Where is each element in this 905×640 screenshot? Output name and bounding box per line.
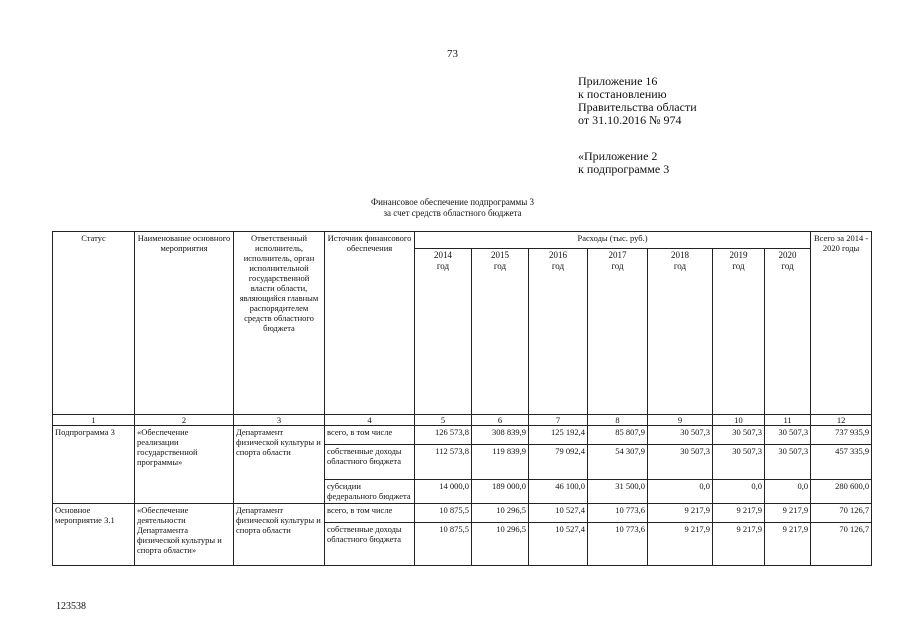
cell-value: 30 507,3 <box>713 445 765 480</box>
cell-value: 126 573,8 <box>415 426 472 445</box>
cell-value: 0,0 <box>713 480 765 504</box>
header-executor: Ответственный исполнитель, исполнитель, орган исполнительной государственной власти области, являющийся главным распорядителем средств областного бюджета <box>234 232 325 415</box>
cell-value: 9 217,9 <box>765 523 811 566</box>
cell-value: 0,0 <box>765 480 811 504</box>
header-year <box>415 249 472 415</box>
cell-value: 46 100,0 <box>529 480 588 504</box>
cell-value: 189 000,0 <box>472 480 529 504</box>
row-source: всего, в том числе <box>325 504 415 523</box>
cell-value: 112 573,8 <box>415 445 472 480</box>
year-unit: год <box>493 261 507 271</box>
column-number: 10 <box>713 415 765 426</box>
column-number: 2 <box>135 415 234 426</box>
year-unit: год <box>673 261 687 271</box>
cell-value: 9 217,9 <box>765 504 811 523</box>
row-executor: Департамент физической культуры и спорта области <box>234 426 325 504</box>
column-numbers-row <box>53 415 872 426</box>
page-number: 73 <box>447 48 458 60</box>
cell-value: 79 092,4 <box>529 445 588 480</box>
row-executor: Департамент физической культуры и спорта области <box>234 504 325 566</box>
year-value: 2017 <box>608 250 627 260</box>
row-source: собственные доходы областного бюджета <box>325 445 415 480</box>
row-source: собственные доходы областного бюджета <box>325 523 415 566</box>
cell-value: 70 126,7 <box>811 504 872 523</box>
cell-value: 30 507,3 <box>648 445 713 480</box>
cell-value: 10 773,6 <box>588 504 648 523</box>
year-value: 2015 <box>491 250 509 260</box>
cell-value: 9 217,9 <box>713 504 765 523</box>
cell-value: 30 507,3 <box>765 426 811 445</box>
header-status: Статус <box>53 232 135 415</box>
cell-value: 10 527,4 <box>529 504 588 523</box>
cell-value: 10 773,6 <box>588 523 648 566</box>
footer-code: 123538 <box>56 601 86 612</box>
year-value: 2019 <box>729 250 748 260</box>
cell-value: 14 000,0 <box>415 480 472 504</box>
year-unit: год <box>611 261 624 271</box>
header-year <box>529 249 588 415</box>
column-number: 6 <box>472 415 529 426</box>
cell-value: 10 296,5 <box>472 504 529 523</box>
header-year <box>713 249 765 415</box>
column-number: 8 <box>588 415 648 426</box>
column-number: 12 <box>811 415 872 426</box>
row-status: Основное мероприятие 3.1 <box>53 504 135 566</box>
cell-value: 31 500,0 <box>588 480 648 504</box>
column-number: 11 <box>765 415 811 426</box>
year-value: 2018 <box>671 250 689 260</box>
cell-value: 308 839,9 <box>472 426 529 445</box>
cell-value: 280 600,0 <box>811 480 872 504</box>
year-unit: год <box>732 261 745 271</box>
cell-value: 70 126,7 <box>811 523 872 566</box>
header-year <box>472 249 529 415</box>
appendix-header <box>578 75 697 127</box>
year-unit: год <box>551 261 565 271</box>
appendix-line: к постановлению <box>578 87 667 101</box>
cell-value: 125 192,4 <box>529 426 588 445</box>
cell-value: 10 527,4 <box>529 523 588 566</box>
cell-value: 9 217,9 <box>648 504 713 523</box>
cell-value: 85 807,9 <box>588 426 648 445</box>
column-number: 4 <box>325 415 415 426</box>
column-number: 5 <box>415 415 472 426</box>
year-value: 2020 <box>778 250 797 260</box>
header-expenses: Расходы (тыс. руб.) <box>415 232 811 249</box>
document-title <box>0 197 905 219</box>
cell-value: 30 507,3 <box>765 445 811 480</box>
cell-value: 457 335,9 <box>811 445 872 480</box>
cell-value: 54 307,9 <box>588 445 648 480</box>
cell-value: 30 507,3 <box>648 426 713 445</box>
year-unit: год <box>781 261 794 271</box>
row-name: «Обеспечение реализации государственной программы» <box>135 426 234 504</box>
row-source: субсидии федерального бюджета <box>325 480 415 504</box>
appendix-line: Приложение 16 <box>578 74 658 88</box>
header-year <box>588 249 648 415</box>
header-total: Всего за 2014 - 2020 годы <box>811 232 872 415</box>
row-name: «Обеспечение деятельности Департамента физической культуры и спорта области» <box>135 504 234 566</box>
header-source: Источник финансового обеспечения <box>325 232 415 415</box>
cell-value: 10 875,5 <box>415 523 472 566</box>
table-row <box>53 426 872 445</box>
cell-value: 9 217,9 <box>648 523 713 566</box>
row-status: Подпрограмма 3 <box>53 426 135 504</box>
appendix-line: от 31.10.2016 № 974 <box>578 113 682 127</box>
subappendix-line: «Приложение 2 <box>578 149 658 163</box>
year-unit: год <box>436 261 450 271</box>
header-year <box>648 249 713 415</box>
year-value: 2016 <box>549 250 567 260</box>
document-title-line: за счет средств областного бюджета <box>383 208 522 218</box>
cell-value: 30 507,3 <box>713 426 765 445</box>
header-name: Наименование основного мероприятия <box>135 232 234 415</box>
column-number: 9 <box>648 415 713 426</box>
header-year <box>765 249 811 415</box>
table-row <box>53 504 872 523</box>
cell-value: 119 839,9 <box>472 445 529 480</box>
column-number: 1 <box>53 415 135 426</box>
column-number: 3 <box>234 415 325 426</box>
column-number: 7 <box>529 415 588 426</box>
row-source: всего, в том числе <box>325 426 415 445</box>
document-title-line: Финансовое обеспечение подпрограммы 3 <box>370 197 535 207</box>
cell-value: 9 217,9 <box>713 523 765 566</box>
cell-value: 0,0 <box>648 480 713 504</box>
subappendix-header <box>578 150 669 176</box>
cell-value: 10 296,5 <box>472 523 529 566</box>
cell-value: 10 875,5 <box>415 504 472 523</box>
year-value: 2014 <box>434 250 452 260</box>
appendix-line: Правительства области <box>578 100 697 114</box>
subappendix-line: к подпрограмме 3 <box>578 162 670 176</box>
header-row <box>53 232 872 249</box>
finance-table <box>52 231 872 566</box>
cell-value: 737 935,9 <box>811 426 872 445</box>
